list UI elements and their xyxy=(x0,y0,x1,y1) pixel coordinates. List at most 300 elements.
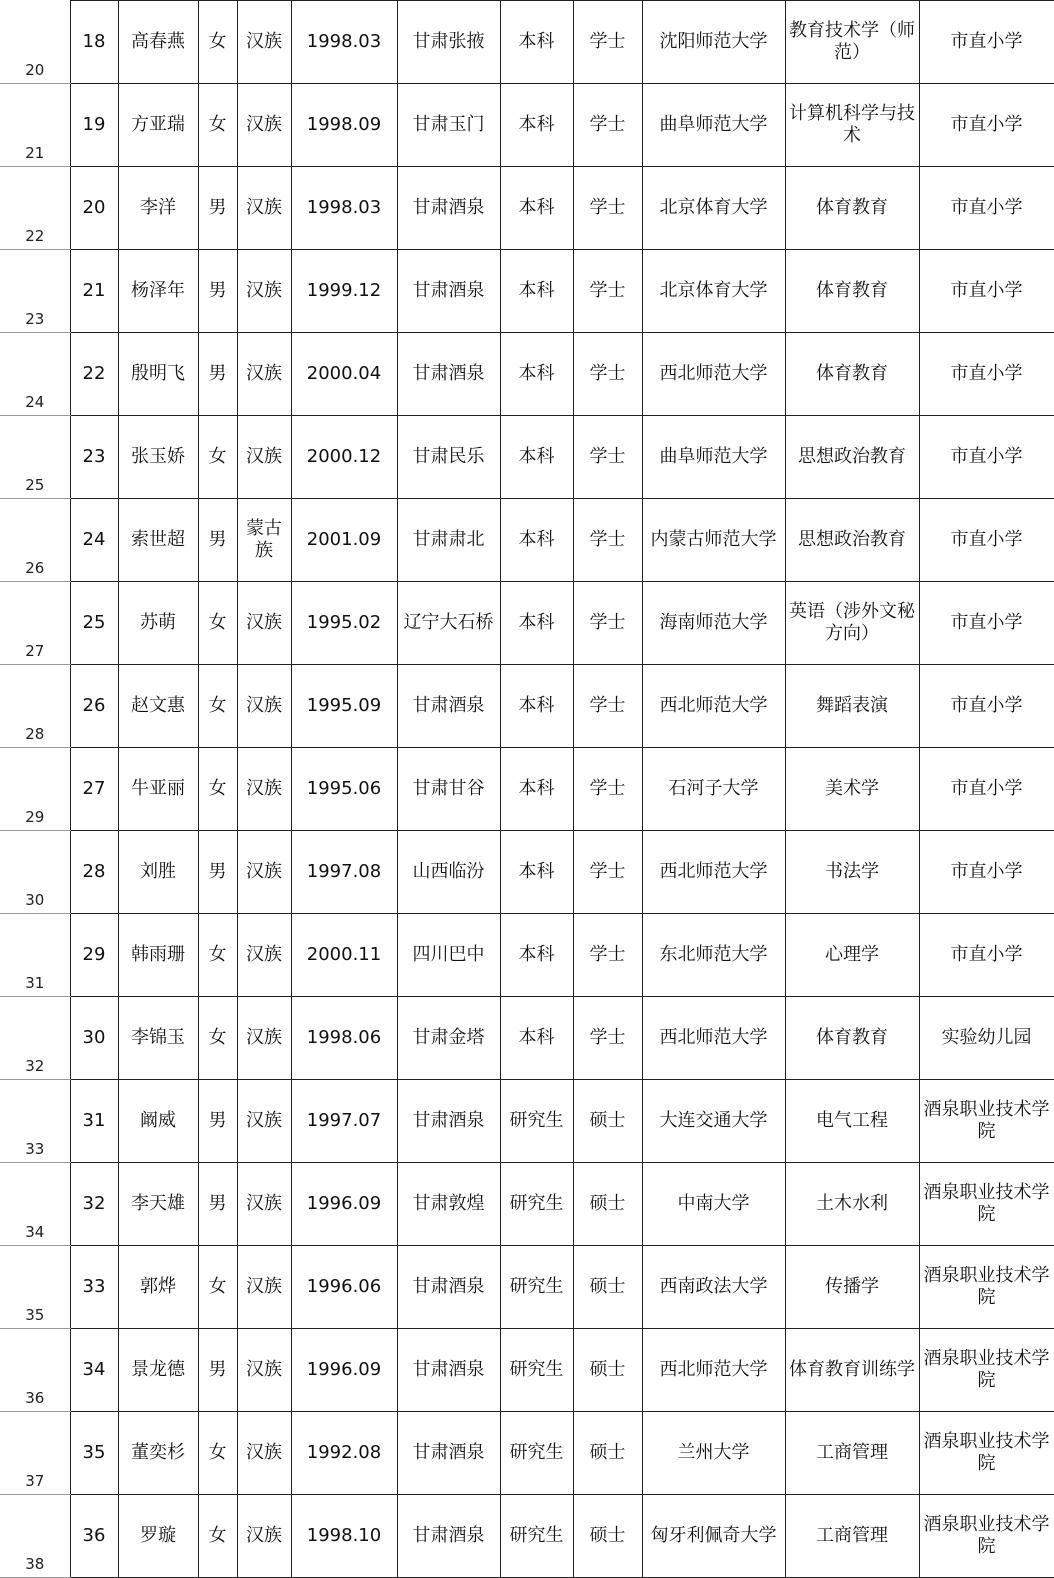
university-cell xyxy=(642,166,785,249)
birth-date-cell xyxy=(291,664,397,747)
degree-cell xyxy=(573,1494,642,1577)
ethnicity-cell xyxy=(237,1411,291,1494)
native-place-cell xyxy=(397,166,500,249)
name-cell xyxy=(118,996,198,1079)
cell-text: 罗璇 xyxy=(140,1524,176,1546)
cell-text: 本科 xyxy=(518,445,555,467)
cell-text: 1998.09 xyxy=(306,113,382,135)
gender-cell xyxy=(198,498,237,581)
cell-text: 男 xyxy=(208,362,227,384)
university-cell xyxy=(642,1494,785,1577)
university-cell xyxy=(642,1245,785,1328)
university-cell xyxy=(642,83,785,166)
cell-text: 本科 xyxy=(518,611,555,633)
table-row xyxy=(0,1245,1054,1328)
cell-text: 汉族 xyxy=(246,362,282,384)
cell-text: 学士 xyxy=(589,611,626,633)
cell-text: 甘肃酒泉 xyxy=(412,279,485,301)
university-cell xyxy=(642,747,785,830)
cell-text: 郭烨 xyxy=(140,1275,176,1297)
row-number: 21 xyxy=(0,83,70,166)
cell-text: 英语（涉外文秘方向） xyxy=(789,600,915,644)
unit-cell xyxy=(919,1162,1054,1245)
degree-cell xyxy=(573,1162,642,1245)
cell-text: 本科 xyxy=(518,113,555,135)
cell-text: 苏萌 xyxy=(140,611,176,633)
university-cell xyxy=(642,996,785,1079)
birth-date-cell xyxy=(291,166,397,249)
name-cell xyxy=(118,1079,198,1162)
ethnicity-cell xyxy=(237,747,291,830)
major-cell xyxy=(785,249,919,332)
cell-text: 本科 xyxy=(518,196,555,218)
university-cell xyxy=(642,1162,785,1245)
cell-text: 男 xyxy=(208,196,227,218)
cell-text: 兰州大学 xyxy=(677,1441,750,1463)
major-cell xyxy=(785,332,919,415)
birth-date-cell xyxy=(291,1079,397,1162)
seq-no-cell xyxy=(70,83,118,166)
birth-date-cell xyxy=(291,249,397,332)
row-number: 26 xyxy=(0,498,70,581)
cell-text: 男 xyxy=(208,279,227,301)
cell-text: 男 xyxy=(208,860,227,882)
degree-cell xyxy=(573,332,642,415)
ethnicity-cell xyxy=(237,1245,291,1328)
cell-text: 19 xyxy=(82,113,106,135)
cell-text: 高春燕 xyxy=(131,30,185,52)
native-place-cell xyxy=(397,1079,500,1162)
degree-cell xyxy=(573,415,642,498)
native-place-cell xyxy=(397,1162,500,1245)
ethnicity-cell xyxy=(237,83,291,166)
cell-text: 思想政治教育 xyxy=(798,528,906,550)
cell-text: 市直小学 xyxy=(950,860,1023,882)
cell-text: 酒泉职业技术学院 xyxy=(923,1098,1050,1142)
education-cell xyxy=(500,1328,573,1411)
row-number: 31 xyxy=(0,913,70,996)
cell-text: 1998.10 xyxy=(306,1524,382,1546)
education-cell xyxy=(500,1079,573,1162)
major-cell xyxy=(785,166,919,249)
ethnicity-cell xyxy=(237,996,291,1079)
cell-text: 汉族 xyxy=(246,1026,282,1048)
gender-cell xyxy=(198,1494,237,1577)
cell-text: 研究生 xyxy=(509,1275,564,1297)
cell-text: 学士 xyxy=(589,860,626,882)
cell-text: 甘肃民乐 xyxy=(412,445,485,467)
gender-cell xyxy=(198,1245,237,1328)
cell-text: 体育教育 xyxy=(816,1026,888,1048)
cell-text: 甘肃甘谷 xyxy=(412,777,485,799)
native-place-cell xyxy=(397,664,500,747)
unit-cell xyxy=(919,581,1054,664)
cell-text: 本科 xyxy=(518,362,555,384)
university-cell xyxy=(642,664,785,747)
unit-cell xyxy=(919,83,1054,166)
cell-text: 刘胜 xyxy=(140,860,176,882)
cell-text: 市直小学 xyxy=(950,445,1023,467)
cell-text: 甘肃玉门 xyxy=(412,113,485,135)
gender-cell xyxy=(198,1162,237,1245)
cell-text: 沈阳师范大学 xyxy=(659,30,768,52)
major-cell xyxy=(785,1245,919,1328)
cell-text: 汉族 xyxy=(246,860,282,882)
birth-date-cell xyxy=(291,581,397,664)
cell-text: 甘肃肃北 xyxy=(412,528,485,550)
degree-cell xyxy=(573,830,642,913)
cell-text: 汉族 xyxy=(246,1441,282,1463)
cell-text: 研究生 xyxy=(509,1109,564,1131)
cell-text: 男 xyxy=(208,1358,227,1380)
unit-cell xyxy=(919,166,1054,249)
cell-text: 东北师范大学 xyxy=(659,943,768,965)
cell-text: 25 xyxy=(82,611,106,633)
gender-cell xyxy=(198,415,237,498)
cell-text: 1995.09 xyxy=(306,694,382,716)
row-number: 29 xyxy=(0,747,70,830)
native-place-cell xyxy=(397,996,500,1079)
education-cell xyxy=(500,1,573,84)
cell-text: 2000.12 xyxy=(306,445,382,467)
unit-cell xyxy=(919,1411,1054,1494)
ethnicity-cell xyxy=(237,913,291,996)
cell-text: 西北师范大学 xyxy=(659,1026,768,1048)
native-place-cell xyxy=(397,581,500,664)
cell-text: 市直小学 xyxy=(950,611,1023,633)
cell-text: 1998.03 xyxy=(306,30,382,52)
cell-text: 学士 xyxy=(589,196,626,218)
cell-text: 殷明飞 xyxy=(131,362,185,384)
seq-no-cell xyxy=(70,1411,118,1494)
cell-text: 甘肃酒泉 xyxy=(412,1109,485,1131)
university-cell xyxy=(642,249,785,332)
cell-text: 酒泉职业技术学院 xyxy=(923,1513,1050,1557)
cell-text: 体育教育 xyxy=(816,196,888,218)
seq-no-cell xyxy=(70,747,118,830)
table-row xyxy=(0,996,1054,1079)
university-cell xyxy=(642,581,785,664)
cell-text: 31 xyxy=(82,1109,106,1131)
cell-text: 33 xyxy=(82,1275,106,1297)
unit-cell xyxy=(919,1494,1054,1577)
cell-text: 女 xyxy=(208,1026,227,1048)
major-cell xyxy=(785,1494,919,1577)
ethnicity-cell xyxy=(237,332,291,415)
row-number: 33 xyxy=(0,1079,70,1162)
cell-text: 甘肃酒泉 xyxy=(412,196,485,218)
gender-cell xyxy=(198,332,237,415)
cell-text: 1997.08 xyxy=(306,860,382,882)
cell-text: 内蒙古师范大学 xyxy=(650,528,777,550)
cell-text: 汉族 xyxy=(246,113,282,135)
cell-text: 1995.06 xyxy=(306,777,382,799)
major-cell xyxy=(785,415,919,498)
table-row xyxy=(0,83,1054,166)
cell-text: 体育教育 xyxy=(816,362,888,384)
cell-text: 男 xyxy=(208,528,227,550)
cell-text: 曲阜师范大学 xyxy=(659,445,768,467)
cell-text: 工商管理 xyxy=(816,1524,888,1546)
ethnicity-cell xyxy=(237,249,291,332)
cell-text: 酒泉职业技术学院 xyxy=(923,1181,1050,1225)
unit-cell xyxy=(919,830,1054,913)
cell-text: 市直小学 xyxy=(950,943,1023,965)
cell-text: 研究生 xyxy=(509,1524,564,1546)
education-cell xyxy=(500,664,573,747)
cell-text: 女 xyxy=(208,113,227,135)
gender-cell xyxy=(198,664,237,747)
unit-cell xyxy=(919,664,1054,747)
name-cell xyxy=(118,1494,198,1577)
cell-text: 甘肃张掖 xyxy=(412,30,485,52)
major-cell xyxy=(785,1162,919,1245)
cell-text: 29 xyxy=(82,943,106,965)
row-number: 27 xyxy=(0,581,70,664)
cell-text: 市直小学 xyxy=(950,30,1023,52)
name-cell xyxy=(118,249,198,332)
degree-cell xyxy=(573,664,642,747)
degree-cell xyxy=(573,1411,642,1494)
table-row xyxy=(0,1328,1054,1411)
cell-text: 李锦玉 xyxy=(131,1026,185,1048)
cell-text: 阚威 xyxy=(140,1109,176,1131)
cell-text: 学士 xyxy=(589,777,626,799)
cell-text: 1998.06 xyxy=(306,1026,382,1048)
native-place-cell xyxy=(397,415,500,498)
education-cell xyxy=(500,166,573,249)
cell-text: 27 xyxy=(82,777,106,799)
name-cell xyxy=(118,913,198,996)
ethnicity-cell xyxy=(237,166,291,249)
seq-no-cell xyxy=(70,1,118,84)
cell-text: 本科 xyxy=(518,943,555,965)
cell-text: 汉族 xyxy=(246,30,282,52)
university-cell xyxy=(642,1411,785,1494)
native-place-cell xyxy=(397,249,500,332)
gender-cell xyxy=(198,1328,237,1411)
birth-date-cell xyxy=(291,1162,397,1245)
education-cell xyxy=(500,498,573,581)
cell-text: 硕士 xyxy=(589,1441,626,1463)
major-cell xyxy=(785,1,919,84)
cell-text: 西北师范大学 xyxy=(659,1358,768,1380)
cell-text: 杨泽年 xyxy=(131,279,185,301)
cell-text: 甘肃酒泉 xyxy=(412,362,485,384)
unit-cell xyxy=(919,913,1054,996)
cell-text: 市直小学 xyxy=(950,777,1023,799)
table-row xyxy=(0,249,1054,332)
cell-text: 本科 xyxy=(518,1026,555,1048)
cell-text: 女 xyxy=(208,1441,227,1463)
birth-date-cell xyxy=(291,83,397,166)
cell-text: 汉族 xyxy=(246,1524,282,1546)
major-cell xyxy=(785,1411,919,1494)
cell-text: 体育教育训练学 xyxy=(789,1358,915,1380)
unit-cell xyxy=(919,1,1054,84)
cell-text: 24 xyxy=(82,528,106,550)
name-cell xyxy=(118,1411,198,1494)
native-place-cell xyxy=(397,830,500,913)
major-cell xyxy=(785,83,919,166)
cell-text: 汉族 xyxy=(246,196,282,218)
birth-date-cell xyxy=(291,913,397,996)
name-cell xyxy=(118,1328,198,1411)
cell-text: 汉族 xyxy=(246,1275,282,1297)
cell-text: 董奕杉 xyxy=(131,1441,185,1463)
cell-text: 汉族 xyxy=(246,611,282,633)
education-cell xyxy=(500,1494,573,1577)
cell-text: 工商管理 xyxy=(816,1441,888,1463)
birth-date-cell xyxy=(291,830,397,913)
degree-cell xyxy=(573,166,642,249)
degree-cell xyxy=(573,498,642,581)
cell-text: 1996.09 xyxy=(306,1358,382,1380)
cell-text: 思想政治教育 xyxy=(798,445,906,467)
major-cell xyxy=(785,996,919,1079)
cell-text: 学士 xyxy=(589,279,626,301)
cell-text: 北京体育大学 xyxy=(659,196,768,218)
seq-no-cell xyxy=(70,498,118,581)
cell-text: 甘肃酒泉 xyxy=(412,1358,485,1380)
unit-cell xyxy=(919,1079,1054,1162)
birth-date-cell xyxy=(291,1245,397,1328)
degree-cell xyxy=(573,1079,642,1162)
name-cell xyxy=(118,415,198,498)
cell-text: 1998.03 xyxy=(306,196,382,218)
ethnicity-cell xyxy=(237,1079,291,1162)
cell-text: 34 xyxy=(82,1358,106,1380)
cell-text: 汉族 xyxy=(246,1109,282,1131)
major-cell xyxy=(785,913,919,996)
cell-text: 传播学 xyxy=(825,1275,879,1297)
university-cell xyxy=(642,415,785,498)
table-row xyxy=(0,1494,1054,1577)
gender-cell xyxy=(198,166,237,249)
name-cell xyxy=(118,166,198,249)
cell-text: 汉族 xyxy=(246,694,282,716)
name-cell xyxy=(118,498,198,581)
education-cell xyxy=(500,415,573,498)
ethnicity-cell xyxy=(237,664,291,747)
table-row xyxy=(0,1162,1054,1245)
cell-text: 女 xyxy=(208,30,227,52)
cell-text: 西北师范大学 xyxy=(659,694,768,716)
birth-date-cell xyxy=(291,996,397,1079)
degree-cell xyxy=(573,83,642,166)
cell-text: 辽宁大石桥 xyxy=(403,611,494,633)
table-row xyxy=(0,1411,1054,1494)
row-number: 28 xyxy=(0,664,70,747)
cell-text: 汉族 xyxy=(246,943,282,965)
cell-text: 张玉娇 xyxy=(131,445,185,467)
name-cell xyxy=(118,1245,198,1328)
cell-text: 市直小学 xyxy=(950,362,1023,384)
seq-no-cell xyxy=(70,166,118,249)
cell-text: 甘肃酒泉 xyxy=(412,694,485,716)
ethnicity-cell xyxy=(237,1,291,84)
ethnicity-cell xyxy=(237,498,291,581)
degree-cell xyxy=(573,996,642,1079)
cell-text: 学士 xyxy=(589,445,626,467)
cell-text: 30 xyxy=(82,1026,106,1048)
gender-cell xyxy=(198,1411,237,1494)
row-number: 34 xyxy=(0,1162,70,1245)
seq-no-cell xyxy=(70,996,118,1079)
cell-text: 甘肃酒泉 xyxy=(412,1524,485,1546)
gender-cell xyxy=(198,83,237,166)
cell-text: 学士 xyxy=(589,113,626,135)
cell-text: 甘肃酒泉 xyxy=(412,1441,485,1463)
major-cell xyxy=(785,1079,919,1162)
cell-text: 21 xyxy=(82,279,106,301)
ethnicity-cell xyxy=(237,581,291,664)
cell-text: 本科 xyxy=(518,528,555,550)
name-cell xyxy=(118,83,198,166)
cell-text: 汉族 xyxy=(246,777,282,799)
cell-text: 舞蹈表演 xyxy=(816,694,888,716)
cell-text: 硕士 xyxy=(589,1109,626,1131)
table-row xyxy=(0,498,1054,581)
seq-no-cell xyxy=(70,1245,118,1328)
cell-text: 书法学 xyxy=(825,860,879,882)
cell-text: 本科 xyxy=(518,30,555,52)
row-number: 20 xyxy=(0,1,70,84)
gender-cell xyxy=(198,581,237,664)
unit-cell xyxy=(919,415,1054,498)
cell-text: 甘肃酒泉 xyxy=(412,1275,485,1297)
row-number: 38 xyxy=(0,1494,70,1577)
seq-no-cell xyxy=(70,1494,118,1577)
seq-no-cell xyxy=(70,830,118,913)
cell-text: 学士 xyxy=(589,943,626,965)
birth-date-cell xyxy=(291,332,397,415)
cell-text: 曲阜师范大学 xyxy=(659,113,768,135)
ethnicity-cell xyxy=(237,1494,291,1577)
major-cell xyxy=(785,498,919,581)
degree-cell xyxy=(573,1,642,84)
cell-text: 本科 xyxy=(518,777,555,799)
cell-text: 体育教育 xyxy=(816,279,888,301)
cell-text: 1996.09 xyxy=(306,1192,382,1214)
native-place-cell xyxy=(397,1494,500,1577)
major-cell xyxy=(785,581,919,664)
cell-text: 电气工程 xyxy=(816,1109,888,1131)
birth-date-cell xyxy=(291,1494,397,1577)
cell-text: 赵文惠 xyxy=(131,694,185,716)
cell-text: 李洋 xyxy=(140,196,176,218)
cell-text: 山西临汾 xyxy=(412,860,485,882)
university-cell xyxy=(642,830,785,913)
cell-text: 2001.09 xyxy=(306,528,382,550)
education-cell xyxy=(500,913,573,996)
degree-cell xyxy=(573,1245,642,1328)
degree-cell xyxy=(573,747,642,830)
cell-text: 北京体育大学 xyxy=(659,279,768,301)
cell-text: 甘肃敦煌 xyxy=(412,1192,485,1214)
university-cell xyxy=(642,913,785,996)
degree-cell xyxy=(573,581,642,664)
cell-text: 李天雄 xyxy=(131,1192,185,1214)
cell-text: 2000.11 xyxy=(306,943,382,965)
cell-text: 男 xyxy=(208,1192,227,1214)
cell-text: 酒泉职业技术学院 xyxy=(923,1430,1050,1474)
unit-cell xyxy=(919,498,1054,581)
major-cell xyxy=(785,664,919,747)
cell-text: 市直小学 xyxy=(950,694,1023,716)
education-cell xyxy=(500,1411,573,1494)
row-number: 30 xyxy=(0,830,70,913)
